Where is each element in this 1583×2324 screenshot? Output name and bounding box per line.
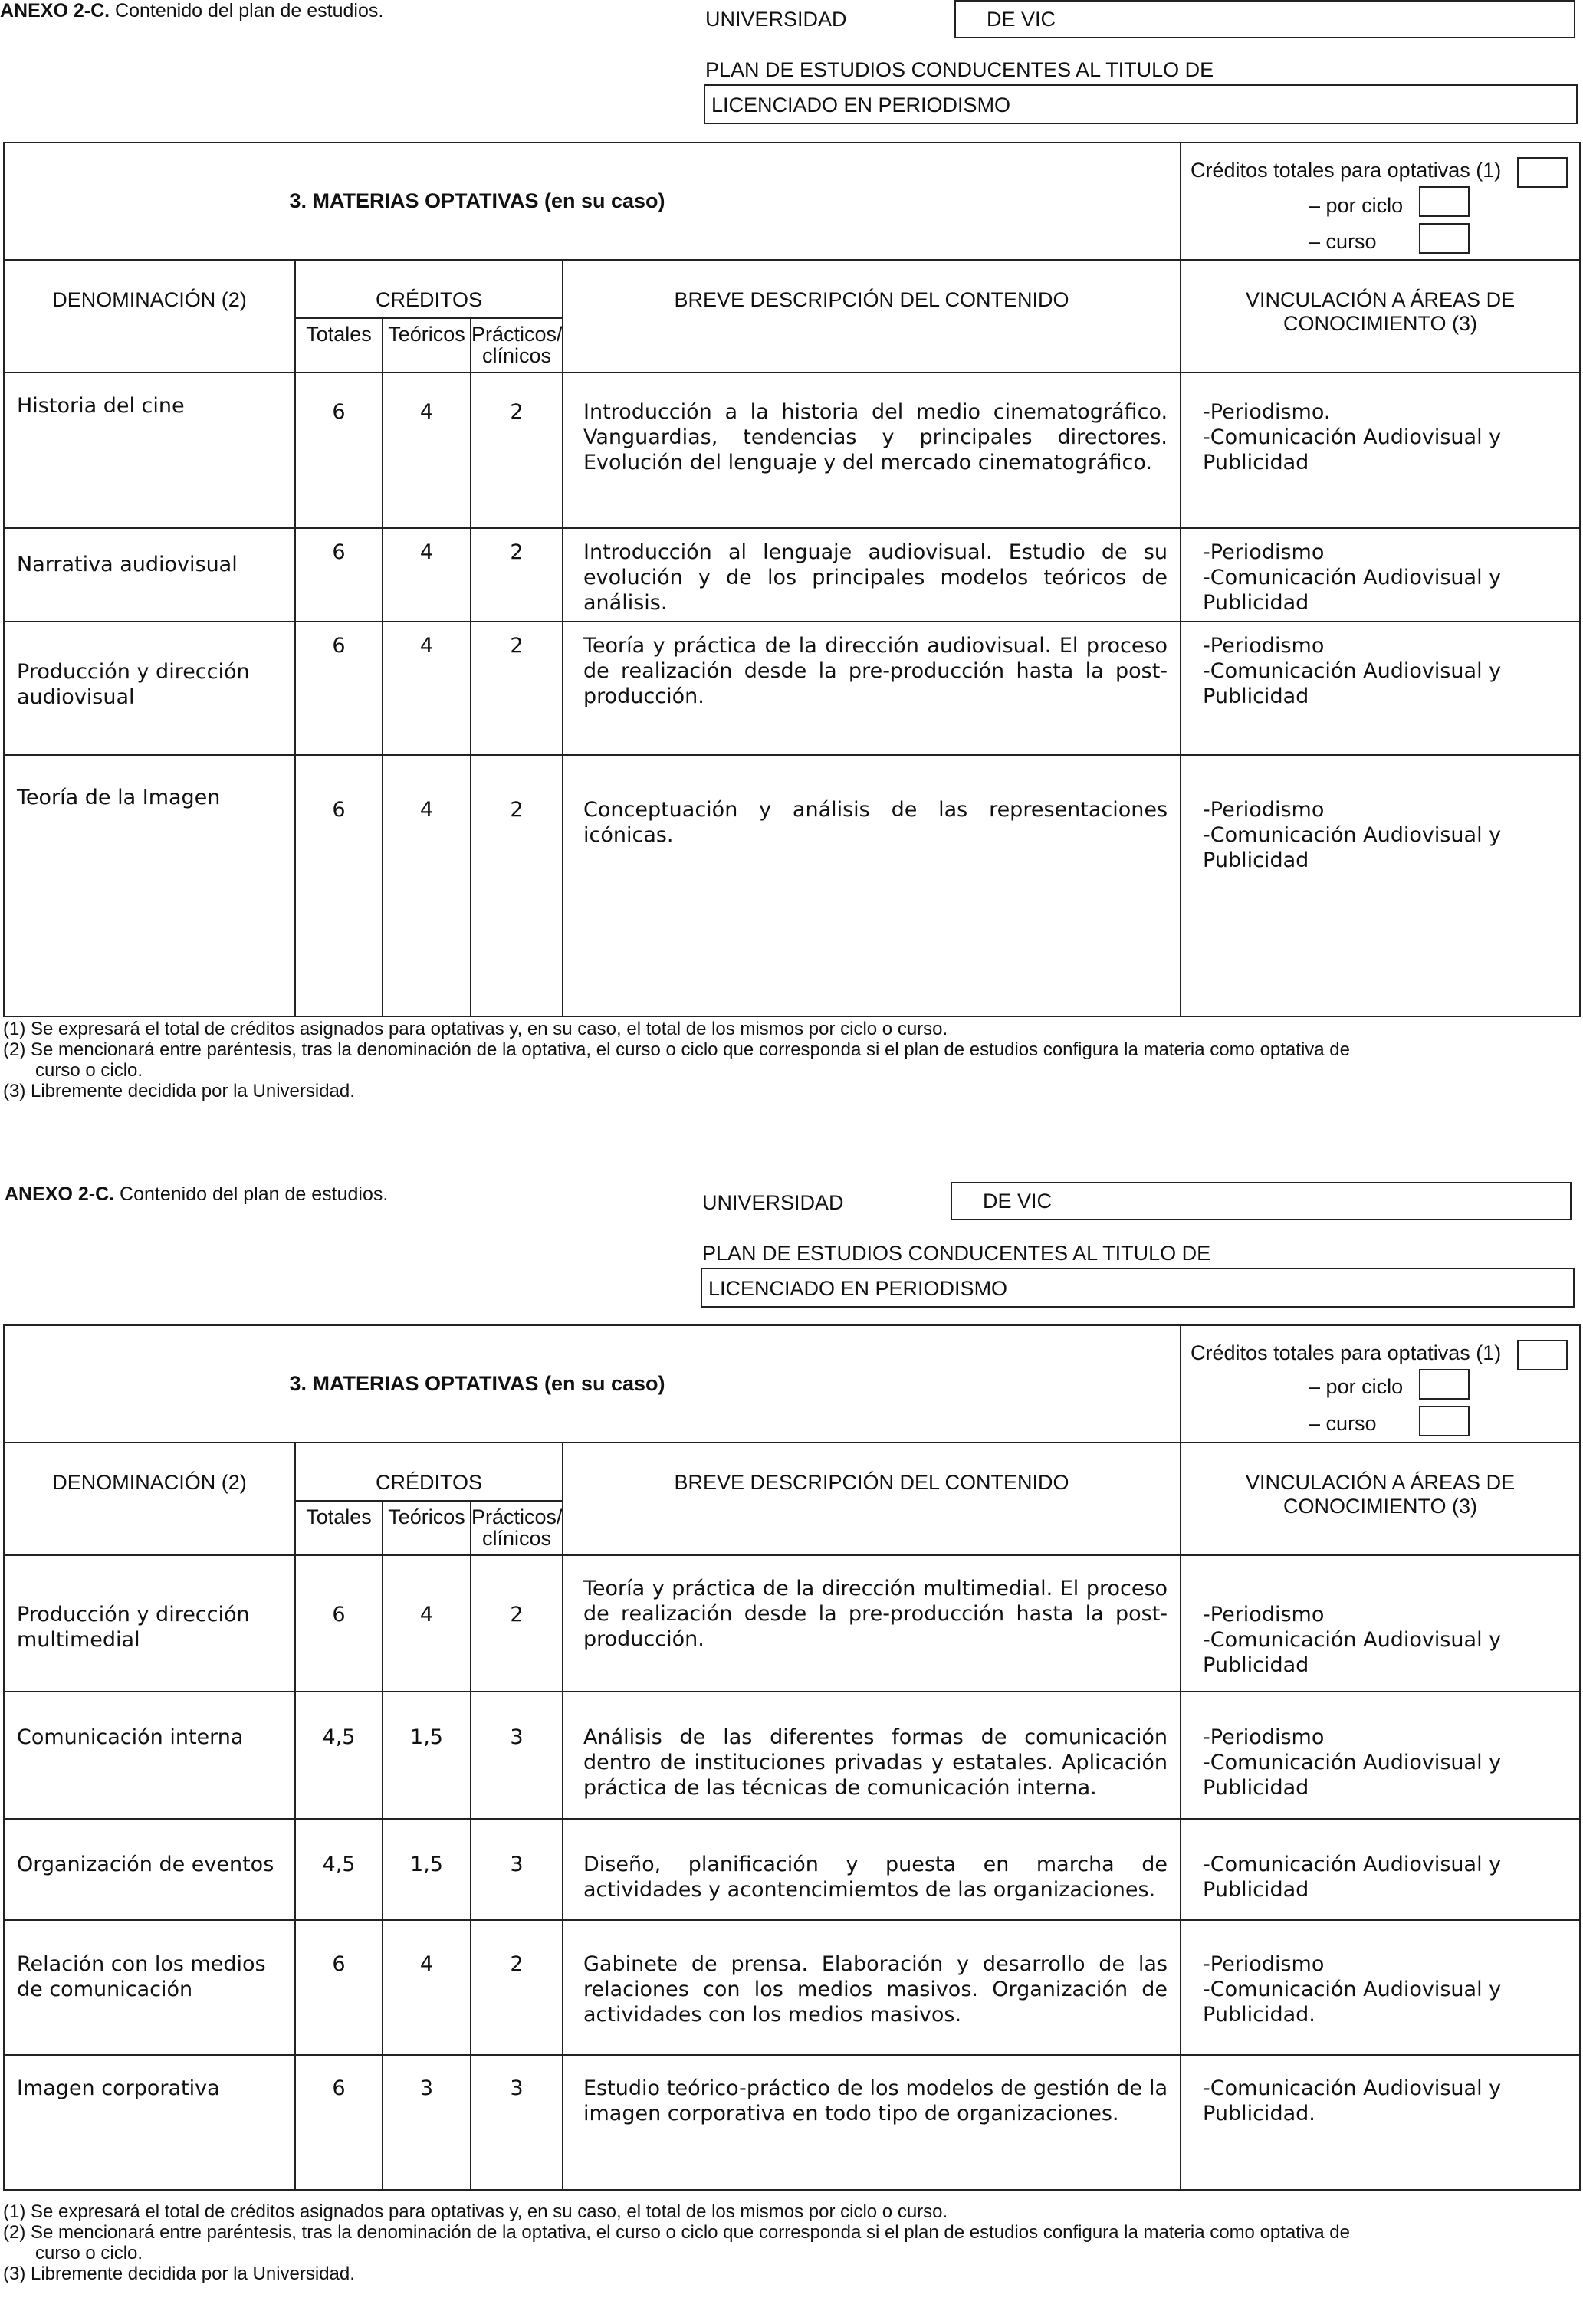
credits-theory: 4 xyxy=(383,755,471,1016)
col-theory-header: Teóricos xyxy=(383,318,471,373)
per-cycle-box xyxy=(1419,186,1470,217)
area-line: -Comunicación Audiovisual y Publicidad. xyxy=(1203,1978,1502,2027)
col-totals-header: Totales xyxy=(295,1501,383,1555)
plan-label: PLAN DE ESTUDIOS CONDUCENTES AL TITULO DE xyxy=(705,58,1214,81)
credits-theory: 4 xyxy=(383,373,471,528)
col-description-header: BREVE DESCRIPCIÓN DEL CONTENIDO xyxy=(563,1443,1181,1555)
university-label: UNIVERSIDAD xyxy=(705,8,847,31)
area-line: -Comunicación Audiovisual y Publicidad xyxy=(1203,425,1502,474)
knowledge-areas xyxy=(1181,1555,1580,1692)
credits-practice: 2 xyxy=(471,755,563,1016)
credits-totals: 4,5 xyxy=(295,1692,383,1819)
table-row xyxy=(4,1920,1580,2055)
subject-name: Comunicación interna xyxy=(4,1692,295,1819)
area-line: -Periodismo xyxy=(1203,1603,1325,1626)
credits-totals: 6 xyxy=(295,1555,383,1692)
credits-theory: 4 xyxy=(383,1920,471,2055)
subject-name: Narrativa audiovisual xyxy=(4,528,295,622)
credits-practice: 3 xyxy=(471,1692,563,1819)
subject-name: Teoría de la Imagen xyxy=(4,755,295,1016)
footnote-1: (1) Se expresará el total de créditos asignados para optativas y, en su caso, el total de los mismos por ciclo o curso. xyxy=(3,1019,948,1039)
col-areas-header: VINCULACIÓN A ÁREAS DE CONOCIMIENTO (3) xyxy=(1181,1443,1580,1555)
credits-totals: 6 xyxy=(295,2055,383,2190)
credits-practice: 2 xyxy=(471,622,563,755)
table-row xyxy=(4,755,1580,1016)
subject-description: Teoría y práctica de la dirección audiovisual. El proceso de realización desde la pre-producción hasta la post-producción. xyxy=(563,622,1181,755)
area-line: -Periodismo xyxy=(1203,1725,1325,1749)
subject-description: Diseño, planificación y puesta en marcha de actividades y acontencimiemtos de las organizaciones. xyxy=(563,1819,1181,1920)
plan-label: PLAN DE ESTUDIOS CONDUCENTES AL TITULO DE xyxy=(702,1242,1211,1265)
per-course-box xyxy=(1419,1406,1470,1436)
knowledge-areas xyxy=(1181,755,1580,1016)
area-line: -Comunicación Audiovisual y Publicidad xyxy=(1203,566,1502,615)
subject-name: Organización de eventos xyxy=(4,1819,295,1920)
document-page-1 xyxy=(0,0,1583,1142)
col-theory-header: Teóricos xyxy=(383,1501,471,1555)
subject-description: Introducción a la historia del medio cinematográfico. Vanguardias, tendencias y principales directores. Evolución del lenguaje y del mercado cinematográfico. xyxy=(563,373,1181,528)
credits-theory: 4 xyxy=(383,528,471,622)
footnote-2-continued: curso o ciclo. xyxy=(35,2243,143,2263)
col-areas-header: VINCULACIÓN A ÁREAS DE CONOCIMIENTO (3) xyxy=(1181,260,1580,373)
footnote-2: (2) Se mencionará entre paréntesis, tras la denominación de la optativa, el curso o ciclo que corresponda si el plan de estudios configura la materia como optativa de xyxy=(3,2222,1350,2243)
footnote-2-continued: curso o ciclo. xyxy=(35,1060,143,1081)
area-line: -Comunicación Audiovisual y Publicidad xyxy=(1203,659,1502,708)
table-row xyxy=(4,528,1580,622)
subject-description: Estudio teórico-práctico de los modelos de gestión de la imagen corporativa en todo tipo de organizaciones. xyxy=(563,2055,1181,2190)
subject-name: Producción y dirección multimedial xyxy=(4,1555,295,1692)
area-line: -Periodismo xyxy=(1203,634,1325,658)
knowledge-areas xyxy=(1181,1819,1580,1920)
annex-title: ANEXO 2-C. Contenido del plan de estudios. xyxy=(0,0,384,21)
footnote-3: (3) Libremente decidida por la Universidad. xyxy=(3,1081,355,1101)
university-value: DE VIC xyxy=(954,0,1575,38)
per-cycle-label: – por ciclo xyxy=(1309,1375,1404,1398)
credits-totals: 6 xyxy=(295,373,383,528)
subject-name: Imagen corporativa xyxy=(4,2055,295,2190)
section-title: 3. MATERIAS OPTATIVAS (en su caso) xyxy=(4,143,1181,260)
per-cycle-label: – por ciclo xyxy=(1309,194,1404,217)
section-title: 3. MATERIAS OPTATIVAS (en su caso) xyxy=(4,1325,1181,1443)
credits-totals: 6 xyxy=(295,528,383,622)
university-label: UNIVERSIDAD xyxy=(702,1191,844,1214)
degree-value: LICENCIADO EN PERIODISMO xyxy=(701,1268,1575,1308)
subject-name: Relación con los medios de comunicación xyxy=(4,1920,295,2055)
table-row xyxy=(4,373,1580,528)
per-cycle-box xyxy=(1419,1369,1470,1400)
footnote-3: (3) Libremente decidida por la Universidad. xyxy=(3,2263,355,2284)
col-practice-header: Prácticos/ clínicos xyxy=(471,318,563,373)
credits-summary xyxy=(1181,143,1580,260)
col-name-header: DENOMINACIÓN (2) xyxy=(4,1443,295,1555)
footnotes xyxy=(3,1019,1350,1101)
per-course-label: – curso xyxy=(1309,1412,1377,1435)
subject-description: Análisis de las diferentes formas de comunicación dentro de instituciones privadas y estatales. Aplicación práctica de las técnicas de comunicación interna. xyxy=(563,1692,1181,1819)
per-course-label: – curso xyxy=(1309,230,1377,253)
optional-subjects-table xyxy=(3,1324,1581,2191)
credits-total-label: Créditos totales para optativas (1) xyxy=(1191,159,1502,182)
table-row xyxy=(4,622,1580,755)
subject-description: Gabinete de prensa. Elaboración y desarrollo de las relaciones con los medios masivos. Organización de actividades con los medios masivos. xyxy=(563,1920,1181,2055)
credits-totals: 6 xyxy=(295,755,383,1016)
footnotes xyxy=(3,2201,1350,2284)
credits-summary xyxy=(1181,1325,1580,1443)
credits-totals: 6 xyxy=(295,622,383,755)
subject-name: Producción y dirección audiovisual xyxy=(4,622,295,755)
subject-description: Conceptuación y análisis de las representaciones icónicas. xyxy=(563,755,1181,1016)
credits-practice: 2 xyxy=(471,528,563,622)
knowledge-areas xyxy=(1181,622,1580,755)
subject-name: Historia del cine xyxy=(4,373,295,528)
footnote-2: (2) Se mencionará entre paréntesis, tras la denominación de la optativa, el curso o ciclo que corresponda si el plan de estudios configura la materia como optativa de xyxy=(3,1039,1350,1060)
credits-theory: 3 xyxy=(383,2055,471,2190)
col-credits-header: CRÉDITOS xyxy=(295,1443,563,1501)
knowledge-areas xyxy=(1181,528,1580,622)
subject-description: Teoría y práctica de la dirección multimedial. El proceso de realización desde la pre-producción hasta la post-producción. xyxy=(563,1555,1181,1692)
table-row xyxy=(4,2055,1580,2190)
credits-practice: 2 xyxy=(471,373,563,528)
knowledge-areas xyxy=(1181,1692,1580,1819)
credits-total-box xyxy=(1517,1340,1568,1370)
table-row xyxy=(4,1819,1580,1920)
area-line: -Periodismo xyxy=(1203,798,1325,822)
area-line: -Periodismo. xyxy=(1203,400,1331,424)
credits-theory: 4 xyxy=(383,622,471,755)
area-line: -Comunicación Audiovisual y Publicidad xyxy=(1203,1853,1502,1902)
knowledge-areas xyxy=(1181,2055,1580,2190)
subject-description: Introducción al lenguaje audiovisual. Estudio de su evolución y de los principales modelos teóricos de análisis. xyxy=(563,528,1181,622)
credits-practice: 2 xyxy=(471,1555,563,1692)
degree-value: LICENCIADO EN PERIODISMO xyxy=(704,84,1578,124)
table-row xyxy=(4,1555,1580,1692)
col-credits-header: CRÉDITOS xyxy=(295,260,563,318)
university-value: DE VIC xyxy=(951,1182,1572,1220)
credits-theory: 1,5 xyxy=(383,1692,471,1819)
credits-practice: 2 xyxy=(471,1920,563,2055)
col-description-header: BREVE DESCRIPCIÓN DEL CONTENIDO xyxy=(563,260,1181,373)
col-totals-header: Totales xyxy=(295,318,383,373)
optional-subjects-table xyxy=(3,142,1581,1017)
area-line: -Periodismo xyxy=(1203,1952,1325,1976)
document-page-2 xyxy=(0,1182,1583,2324)
knowledge-areas xyxy=(1181,1920,1580,2055)
col-name-header: DENOMINACIÓN (2) xyxy=(4,260,295,373)
credits-totals: 4,5 xyxy=(295,1819,383,1920)
credits-theory: 4 xyxy=(383,1555,471,1692)
footnote-1: (1) Se expresará el total de créditos asignados para optativas y, en su caso, el total de los mismos por ciclo o curso. xyxy=(3,2201,948,2222)
credits-theory: 1,5 xyxy=(383,1819,471,1920)
credits-practice: 3 xyxy=(471,1819,563,1920)
area-line: -Comunicación Audiovisual y Publicidad. xyxy=(1203,2076,1502,2125)
credits-total-box xyxy=(1517,157,1568,188)
knowledge-areas xyxy=(1181,373,1580,528)
area-line: -Comunicación Audiovisual y Publicidad xyxy=(1203,823,1502,872)
annex-title: ANEXO 2-C. Contenido del plan de estudios. xyxy=(5,1183,389,1205)
area-line: -Comunicación Audiovisual y Publicidad xyxy=(1203,1628,1502,1677)
area-line: -Periodismo xyxy=(1203,540,1325,564)
col-practice-header: Prácticos/ clínicos xyxy=(471,1501,563,1555)
table-row xyxy=(4,1692,1580,1819)
credits-total-label: Créditos totales para optativas (1) xyxy=(1191,1341,1502,1364)
credits-practice: 3 xyxy=(471,2055,563,2190)
area-line: -Comunicación Audiovisual y Publicidad xyxy=(1203,1751,1502,1800)
credits-totals: 6 xyxy=(295,1920,383,2055)
per-course-box xyxy=(1419,223,1470,254)
